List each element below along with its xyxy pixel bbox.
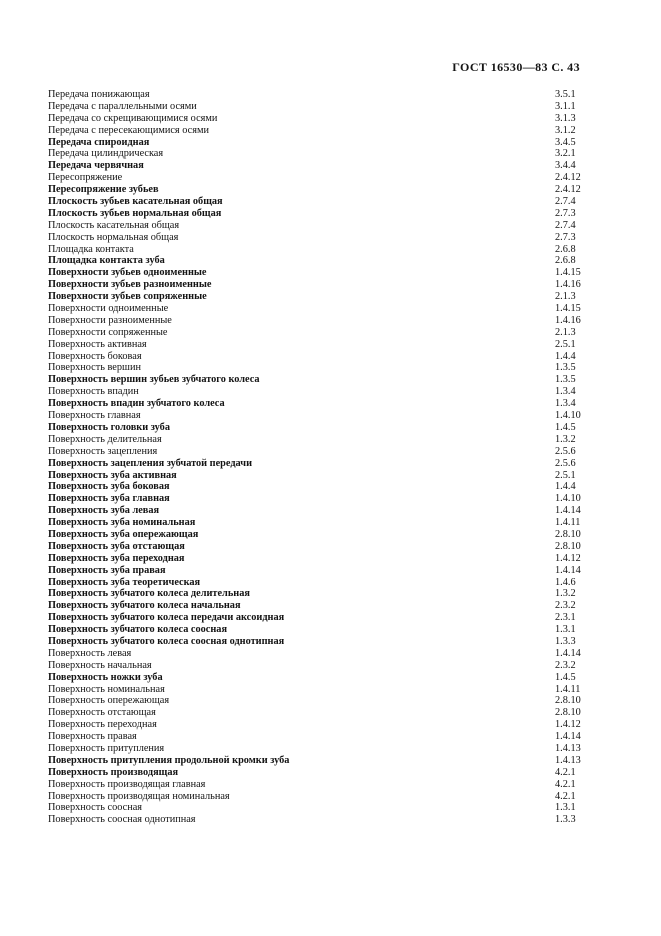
ref-number: 1.4.10 [555, 410, 581, 422]
term-label: Поверхность притупления [48, 742, 165, 754]
ref-number: 3.1.2 [555, 124, 576, 136]
term-label: Поверхность зуба правая [48, 564, 166, 576]
term-label: Поверхность зуба переходная [48, 552, 185, 564]
alphabetical-index-list [48, 89, 661, 826]
ref-number: 2.8.10 [555, 528, 581, 540]
term-label: Плоскость нормальная общая [48, 231, 179, 243]
index-entry-row [48, 374, 661, 386]
term-label: Передача червячная [48, 160, 144, 172]
index-entry-row [48, 303, 661, 315]
term-label: Поверхность зуба теоретическая [48, 576, 201, 588]
ref-number: 3.1.1 [555, 100, 576, 112]
term-label: Поверхности зубьев разноименные [48, 279, 212, 291]
index-entry-row [48, 422, 661, 434]
index-entry-row [48, 767, 661, 779]
ref-number: 4.2.1 [555, 778, 576, 790]
index-entry-row [48, 208, 661, 220]
term-label: Поверхность производящая [48, 766, 179, 778]
term-label: Передача с параллельными осями [48, 100, 197, 112]
term-label: Плоскость касательная общая [48, 219, 180, 231]
ref-number: 2.7.4 [555, 219, 576, 231]
ref-number: 2.7.3 [555, 207, 576, 219]
ref-number: 2.6.8 [555, 255, 576, 267]
ref-number: 2.3.2 [555, 659, 576, 671]
ref-number: 1.3.5 [555, 374, 576, 386]
index-entry-row [48, 148, 661, 160]
index-entry-row [48, 113, 661, 125]
index-entry-row [48, 279, 661, 291]
term-label: Площадка контакта [48, 243, 134, 255]
term-label: Передача с пересекающимися осями [48, 124, 209, 136]
term-label: Поверхности разноименные [48, 314, 172, 326]
index-entry-row [48, 612, 661, 624]
index-entry-row [48, 624, 661, 636]
ref-number: 1.4.12 [555, 719, 581, 731]
index-entry-row [48, 398, 661, 410]
term-label: Поверхность зуба главная [48, 493, 170, 505]
term-label: Площадка контакта зуба [48, 255, 165, 267]
index-entry-row [48, 731, 661, 743]
term-label: Поверхность вершин [48, 362, 141, 374]
index-entry-row [48, 255, 661, 267]
ref-number: 1.4.15 [555, 303, 581, 315]
ref-number: 3.1.3 [555, 112, 576, 124]
ref-number: 1.3.1 [555, 802, 576, 814]
index-entry-row [48, 636, 661, 648]
ref-number: 1.4.14 [555, 731, 581, 743]
term-label: Поверхность правая [48, 731, 137, 743]
ref-number: 1.4.14 [555, 564, 581, 576]
term-label: Поверхность боковая [48, 350, 142, 362]
term-label: Поверхность зуба номинальная [48, 517, 196, 529]
ref-number: 1.3.3 [555, 814, 576, 826]
ref-number: 1.4.10 [555, 493, 581, 505]
ref-number: 2.1.3 [555, 326, 576, 338]
term-label: Передача спироидная [48, 136, 150, 148]
ref-number: 1.4.14 [555, 647, 581, 659]
index-entry-row [48, 577, 661, 589]
index-entry-row [48, 660, 661, 672]
index-entry-row [48, 779, 661, 791]
index-entry-row [48, 315, 661, 327]
ref-number: 4.2.1 [555, 766, 576, 778]
term-label: Поверхность главная [48, 410, 141, 422]
term-label: Передача понижающая [48, 89, 150, 100]
term-label: Поверхность зуба активная [48, 469, 177, 481]
index-entry-row [48, 410, 661, 422]
term-label: Поверхность делительная [48, 433, 162, 445]
term-label: Поверхность опережающая [48, 695, 170, 707]
index-entry-row [48, 386, 661, 398]
term-label: Поверхность зубчатого колеса передачи аксоидная [48, 612, 285, 624]
term-label: Плоскость зубьев касательная общая [48, 196, 223, 208]
index-entry-row [48, 327, 661, 339]
term-label: Поверхность производящая главная [48, 778, 206, 790]
index-entry-row [48, 220, 661, 232]
ref-number: 3.2.1 [555, 148, 576, 160]
term-label: Поверхность соосная однотипная [48, 814, 196, 826]
term-label: Поверхность начальная [48, 659, 152, 671]
term-label: Передача цилиндрическая [48, 148, 164, 160]
term-label: Поверхность левая [48, 647, 132, 659]
term-label: Поверхность впадин [48, 386, 139, 398]
index-entry-row [48, 565, 661, 577]
index-entry-row [48, 719, 661, 731]
index-entry-row [48, 648, 661, 660]
ref-number: 2.5.1 [555, 338, 576, 350]
ref-number: 1.4.12 [555, 552, 581, 564]
index-entry-row [48, 553, 661, 565]
index-entry-row [48, 707, 661, 719]
ref-number: 1.4.4 [555, 350, 576, 362]
term-label: Поверхности зубьев одноименные [48, 267, 207, 279]
term-label: Поверхность головки зуба [48, 421, 170, 433]
index-entry-row [48, 160, 661, 172]
ref-number: 2.3.1 [555, 612, 576, 624]
ref-number: 2.7.3 [555, 231, 576, 243]
index-entry-row [48, 101, 661, 113]
term-label: Поверхность зубчатого колеса соосная однотипная [48, 635, 285, 647]
term-label: Поверхность зубчатого колеса соосная [48, 624, 228, 636]
index-entry-row [48, 434, 661, 446]
ref-number: 2.8.10 [555, 695, 581, 707]
index-entry-row [48, 89, 661, 101]
ref-number: 1.3.5 [555, 362, 576, 374]
index-entry-row [48, 196, 661, 208]
ref-number: 2.7.4 [555, 196, 576, 208]
ref-number: 1.3.4 [555, 398, 576, 410]
index-entry-row [48, 743, 661, 755]
term-label: Поверхность зубчатого колеса начальная [48, 600, 241, 612]
document-header: ГОСТ 16530—83 С. 43 [452, 60, 580, 74]
ref-number: 1.4.5 [555, 421, 576, 433]
term-label: Поверхность зуба опережающая [48, 528, 199, 540]
ref-number: 1.4.16 [555, 314, 581, 326]
index-entry-row [48, 529, 661, 541]
index-entry-row [48, 458, 661, 470]
term-label: Плоскость зубьев нормальная общая [48, 207, 222, 219]
term-label: Поверхность зубчатого колеса делительная [48, 588, 250, 600]
term-label: Поверхность производящая номинальная [48, 790, 230, 802]
index-entry-row [48, 684, 661, 696]
index-entry-row [48, 137, 661, 149]
ref-number: 1.3.3 [555, 635, 576, 647]
term-label: Поверхность ножки зуба [48, 671, 163, 683]
ref-number: 3.5.1 [555, 89, 576, 100]
ref-number: 1.3.4 [555, 386, 576, 398]
ref-number: 1.4.11 [555, 683, 581, 695]
term-label: Поверхность активная [48, 338, 147, 350]
ref-number: 1.4.5 [555, 671, 576, 683]
index-entry-row [48, 244, 661, 256]
index-entry-row [48, 493, 661, 505]
index-entry-row [48, 505, 661, 517]
ref-number: 2.3.2 [555, 600, 576, 612]
term-label: Поверхность зацепления зубчатой передачи [48, 457, 253, 469]
term-label: Поверхности одноименные [48, 303, 169, 315]
term-label: Передача со скрещивающимися осями [48, 112, 218, 124]
term-label: Поверхность зуба отстающая [48, 540, 185, 552]
index-entry-row [48, 351, 661, 363]
index-entry-row [48, 695, 661, 707]
index-entry-row [48, 791, 661, 803]
term-label: Поверхность зуба боковая [48, 481, 170, 493]
term-label: Поверхности зубьев сопряженные [48, 291, 207, 303]
index-entry-row [48, 517, 661, 529]
ref-number: 1.4.11 [555, 517, 581, 529]
index-entry-row [48, 125, 661, 137]
index-entry-row [48, 172, 661, 184]
index-entry-row [48, 291, 661, 303]
index-entry-row [48, 802, 661, 814]
ref-number: 2.6.8 [555, 243, 576, 255]
ref-number: 2.4.12 [555, 172, 581, 184]
ref-number: 2.5.1 [555, 469, 576, 481]
ref-number: 1.4.14 [555, 505, 581, 517]
ref-number: 1.3.2 [555, 588, 576, 600]
term-label: Поверхность впадин зубчатого колеса [48, 398, 225, 410]
index-entry-row [48, 481, 661, 493]
ref-number: 2.8.10 [555, 540, 581, 552]
ref-number: 1.4.15 [555, 267, 581, 279]
term-label: Поверхность зуба левая [48, 505, 160, 517]
ref-number: 2.5.6 [555, 457, 576, 469]
ref-number: 2.1.3 [555, 291, 576, 303]
index-entry-row [48, 470, 661, 482]
ref-number: 1.4.6 [555, 576, 576, 588]
index-entry-row [48, 339, 661, 351]
ref-number: 4.2.1 [555, 790, 576, 802]
ref-number: 1.4.13 [555, 754, 581, 766]
index-entry-row [48, 541, 661, 553]
ref-number: 1.3.1 [555, 624, 576, 636]
index-entry-row [48, 814, 661, 826]
ref-number: 3.4.4 [555, 160, 576, 172]
ref-number: 2.8.10 [555, 707, 581, 719]
term-label: Пересопряжение [48, 172, 123, 184]
term-label: Поверхность вершин зубьев зубчатого колеса [48, 374, 260, 386]
term-label: Поверхности сопряженные [48, 326, 168, 338]
index-entry-row [48, 184, 661, 196]
term-label: Поверхность переходная [48, 719, 157, 731]
term-label: Поверхность притупления продольной кромки зуба [48, 754, 290, 766]
ref-number: 3.4.5 [555, 136, 576, 148]
index-entry-row [48, 446, 661, 458]
index-entry-row [48, 267, 661, 279]
index-entry-row [48, 672, 661, 684]
index-entry-row [48, 588, 661, 600]
ref-number: 1.3.2 [555, 433, 576, 445]
index-entry-row [48, 600, 661, 612]
term-label: Поверхность отстающая [48, 707, 156, 719]
term-label: Поверхность зацепления [48, 445, 158, 457]
ref-number: 1.4.4 [555, 481, 576, 493]
index-entry-row [48, 755, 661, 767]
ref-number: 1.4.16 [555, 279, 581, 291]
ref-number: 1.4.13 [555, 742, 581, 754]
term-label: Поверхность соосная [48, 802, 143, 814]
index-entry-row [48, 232, 661, 244]
index-entry-row [48, 362, 661, 374]
term-label: Поверхность номинальная [48, 683, 165, 695]
term-label: Пересопряжение зубьев [48, 184, 159, 196]
ref-number: 2.4.12 [555, 184, 581, 196]
ref-number: 2.5.6 [555, 445, 576, 457]
